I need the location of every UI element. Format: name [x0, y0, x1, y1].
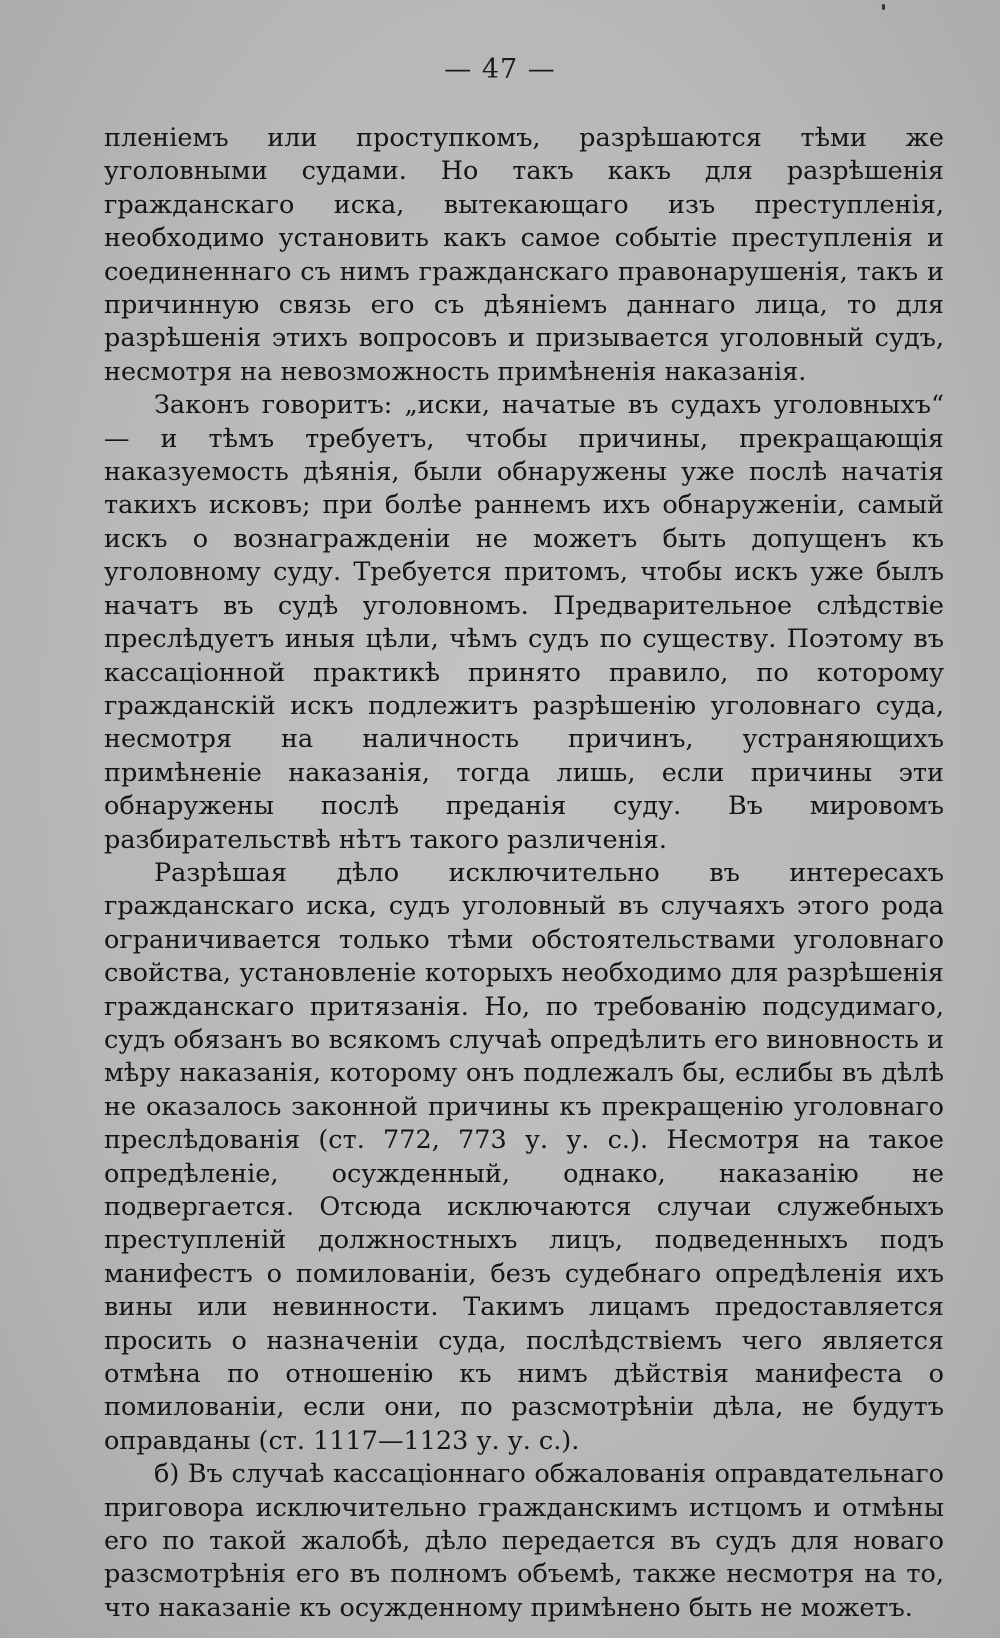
paragraph-cassation: б) Въ случаѣ кассаціоннаго обжалованія оправдательнаго приговора исключительно гражданскимъ истцомъ и отмѣны его по такой жалобѣ, дѣло передается въ судъ для новаго разсмотрѣнія его въ полномъ объемѣ, также несмотря на то, что наказаніе къ осужденному примѣнено быть не можетъ.: [104, 1459, 944, 1623]
page-number: — 47 —: [444, 54, 556, 85]
scan-speck: [882, 4, 885, 10]
body-text: [104, 122, 944, 1625]
paragraph-law-text: Законъ говоритъ: „иски, начатые въ судахъ уголовныхъ“ — и тѣмъ требуетъ, чтобы причины, прекращающія наказуемость дѣянія, были обнаружены уже послѣ начатія такихъ исковъ; при болѣе раннемъ ихъ обнаруженіи, самый искъ о вознагражденіи не можетъ быть допущенъ къ уголовному суду. Требуется притомъ, чтобы искъ уже былъ начатъ въ судѣ уголовномъ. Предварительное слѣдствіе преслѣдуетъ иныя цѣли, чѣмъ судъ по существу. Поэтому въ кассаціонной практикѣ принято правило, по которому гражданскій искъ подлежитъ разрѣшенію уголовнаго суда, несмотря на наличность причинъ, устраняющихъ примѣненіе наказанія, тогда лишь, если причины эти обнаружены послѣ преданія суду. Въ мировомъ разбирательствѣ нѣтъ такого различенія.: [104, 390, 944, 855]
paragraph-civil-claim: Разрѣшая дѣло исключительно въ интересахъ гражданскаго иска, судъ уголовный въ случаяхъ этого рода ограничивается только тѣми обстоятельствами уголовнаго свойства, установленіе которыхъ необходимо для разрѣшенія гражданскаго притязанія. Но, по требованію подсудимаго, судъ обязанъ во всякомъ случаѣ опредѣлить его виновность и мѣру наказанія, которому онъ подлежалъ бы, еслибы въ дѣлѣ не оказалось законной причины къ прекращенію уголовнаго преслѣдованія (ст. 772, 773 у. у. с.). Несмотря на такое опредѣленіе, осужденный, однако, наказанію не подвергается. Отсюда исключаются случаи служебныхъ преступленій должностныхъ лицъ, подведенныхъ подъ манифестъ о помилованіи, безъ судебнаго опредѣленія ихъ вины или невинности. Такимъ лицамъ предоставляется просить о назначеніи суда, послѣдствіемъ чего является отмѣна по отношенію къ нимъ дѣйствія манифеста о помилованіи, если они, по разсмотрѣніи дѣла, не будутъ оправданы (ст. 1117—1123 у. у. с.).: [104, 857, 944, 1456]
paragraph-continuation: пленіемъ или проступкомъ, разрѣшаются тѣми же уголовными судами. Но такъ какъ для разрѣшенія гражданскаго иска, вытекающаго изъ преступленія, необходимо установить какъ самое событіе преступленія и соединеннаго съ нимъ гражданскаго правонарушенія, такъ и причинную связь его съ дѣяніемъ даннаго лица, то для разрѣшенія этихъ вопросовъ и призывается уголовный судъ, несмотря на невозможность примѣненія наказанія.: [104, 123, 944, 387]
